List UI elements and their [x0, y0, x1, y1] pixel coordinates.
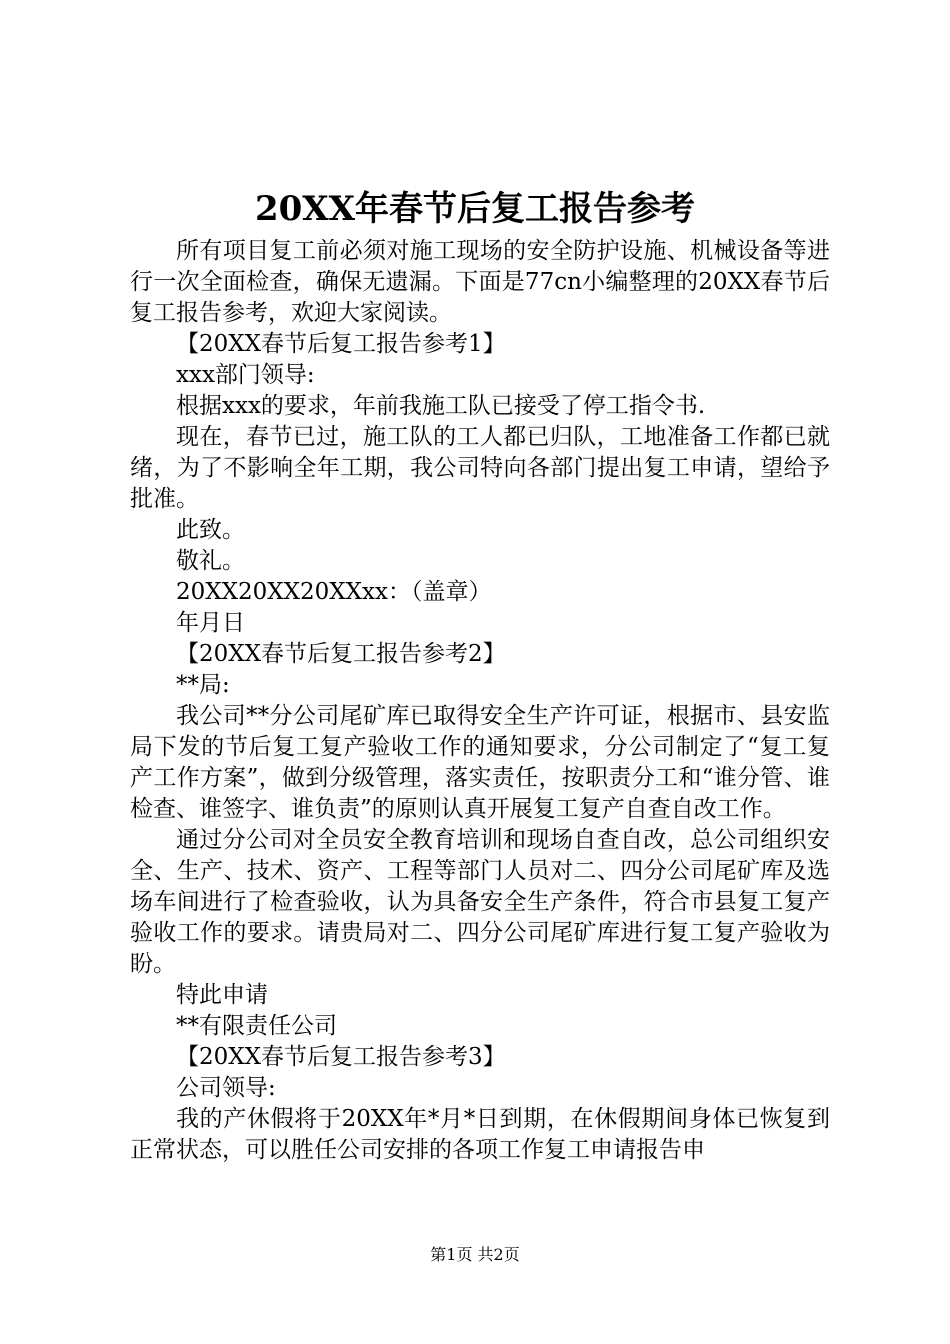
section-heading-1: 【20XX春节后复工报告参考1】: [176, 331, 506, 357]
body-paragraph: 根据xxx的要求，年前我施工队已接受了停工指令书.: [176, 393, 706, 419]
salutation-1: xxx部门领导:: [176, 362, 315, 388]
body-paragraph: 通过分公司对全员安全教育培训和现场自查自改，总公司组织安全、生产、技术、资产、工程等部门人员对二、四分公司尾矿库及选场车间进行了检查验收，认为具备安全生产条件，符合市县复工复产验收工作的要求。请贵局对二、四分公司尾矿库进行复工复产验收为盼。: [130, 827, 830, 977]
signature-line: **有限责任公司: [176, 1013, 337, 1039]
document-body: [130, 236, 830, 1166]
body-paragraph: 我公司**分公司尾矿库已取得安全生产许可证，根据市、县安监局下发的节后复工复产验收工作的通知要求，分公司制定了“复工复产工作方案”，做到分级管理，落实责任，按职责分工和“谁分管、谁检查、谁签字、谁负责”的原则认真开展复工复产自查自改工作。: [130, 703, 830, 822]
date-line: 年月日: [176, 610, 245, 636]
document-title: 20XX年春节后复工报告参考: [254, 189, 696, 229]
closing-line: 特此申请: [176, 982, 268, 1008]
page-footer: 第1页 共2页: [430, 1245, 520, 1264]
section-heading-2: 【20XX春节后复工报告参考2】: [176, 641, 506, 667]
body-paragraph: 现在，春节已过，施工队的工人都已归队，工地准备工作都已就绪，为了不影响全年工期，我公司特向各部门提出复工申请，望给予批准。: [130, 424, 830, 512]
closing-line: 敬礼。: [176, 548, 245, 574]
intro-paragraph: 所有项目复工前必须对施工现场的安全防护设施、机械设备等进行一次全面检查，确保无遗漏。下面是77cn小编整理的20XX春节后复工报告参考，欢迎大家阅读。: [130, 238, 830, 326]
body-paragraph: 我的产休假将于20XX年*月*日到期，在休假期间身体已恢复到正常状态，可以胜任公司安排的各项工作复工申请报告申: [130, 1106, 830, 1163]
salutation-3: 公司领导:: [176, 1075, 276, 1101]
section-heading-3: 【20XX春节后复工报告参考3】: [176, 1044, 506, 1070]
closing-line: 此致。: [176, 517, 245, 543]
salutation-2: **局:: [176, 672, 230, 698]
signature-line: 20XX20XX20XXxx：（盖章）: [176, 579, 492, 605]
